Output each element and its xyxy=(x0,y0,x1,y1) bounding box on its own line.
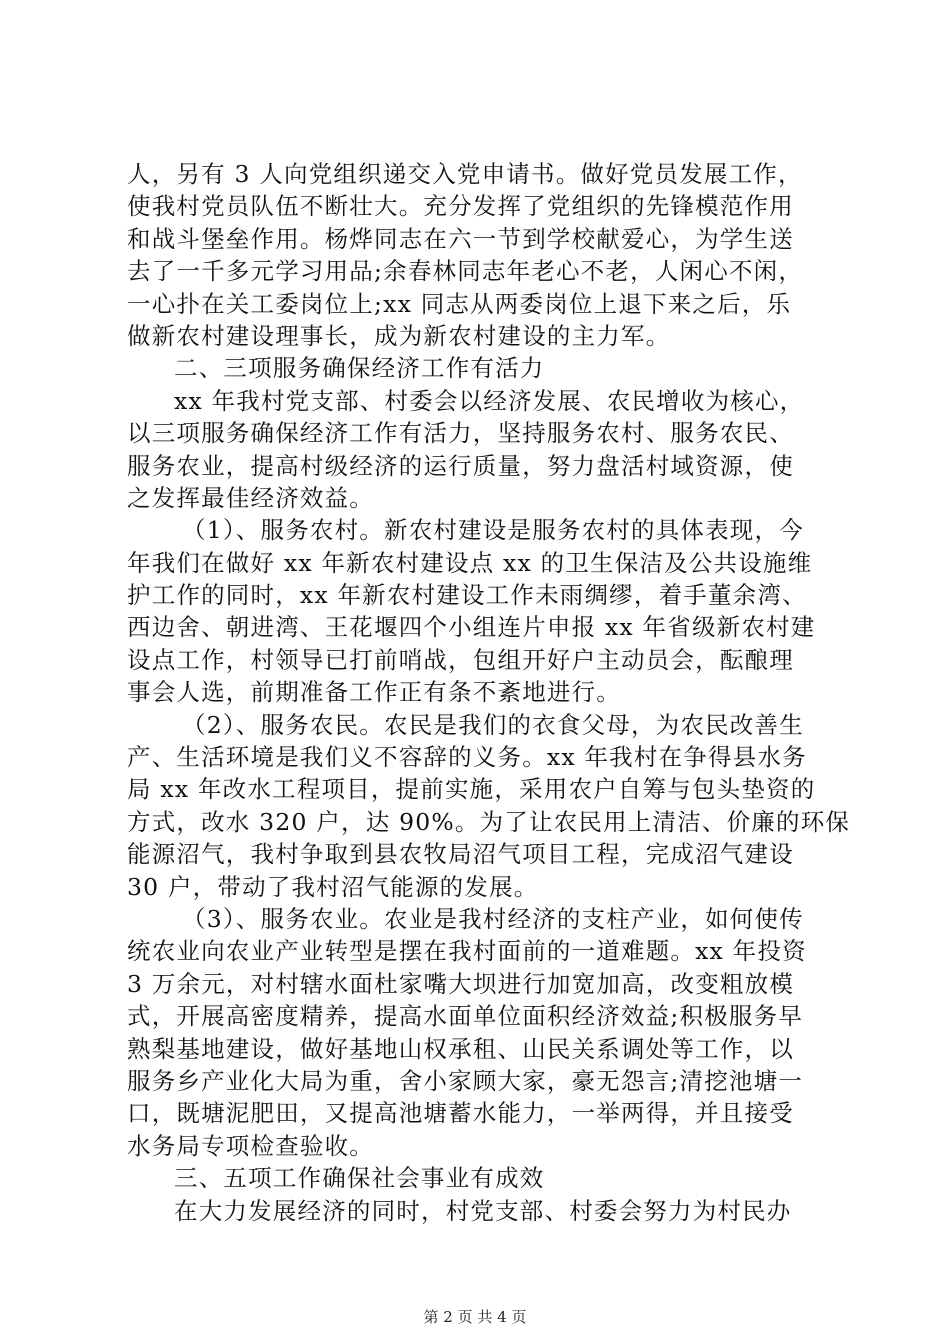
text-line: 能源沼气，我村争取到县农牧局沼气项目工程，完成沼气建设 xyxy=(127,840,794,869)
text-line: 以三项服务确保经济工作有活力，坚持服务农村、服务农民、 xyxy=(127,419,794,448)
text-line: 做新农村建设理事长，成为新农村建设的主力军。 xyxy=(127,321,671,350)
text-line: 统农业向农业产业转型是摆在我村面前的一道难题。xx 年投资 xyxy=(127,937,807,966)
section-heading: 三、五项工作确保社会事业有成效 xyxy=(174,1164,545,1193)
page-number-footer: 第 2 页 共 4 页 xyxy=(423,1308,527,1326)
paragraph-first-line: xx 年我村党支部、村委会以经济发展、农民增收为核心， xyxy=(174,386,805,415)
text-line: 式，开展高密度精养，提高水面单位面积经济效益;积极服务早 xyxy=(127,1002,804,1031)
text-line: 30 户，带动了我村沼气能源的发展。 xyxy=(127,872,539,901)
text-line: 水务局专项检查验收。 xyxy=(127,1131,374,1160)
text-line: 方式，改水 320 户，达 90%。为了让农民用上清洁、价廉的环保 xyxy=(127,807,851,836)
text-line: 一心扑在关工委岗位上;xx 同志从两委岗位上退下来之后，乐 xyxy=(127,289,792,318)
text-line: 西边舍、朝进湾、王花堰四个小组连片申报 xx 年省级新农村建 xyxy=(127,613,816,642)
text-line: 事会人选，前期准备工作正有条不紊地进行。 xyxy=(127,678,621,707)
paragraph-first-line: （2）、服务农民。农民是我们的衣食父母，为农民改善生 xyxy=(182,710,804,739)
text-line: 年我们在做好 xx 年新农村建设点 xx 的卫生保洁及公共设施维 xyxy=(127,548,813,577)
text-line: 去了一千多元学习用品;余春林同志年老心不老，人闲心不闲， xyxy=(127,257,804,286)
document-body xyxy=(127,158,851,1227)
text-line: 熟梨基地建设，做好基地山权承租、山民关系调处等工作，以 xyxy=(127,1034,794,1063)
text-line: 人，另有 3 人向党组织递交入党申请书。做好党员发展工作， xyxy=(127,160,803,188)
text-line: 3 万余元，对村辖水面杜家嘴大坝进行加宽加高，改变粗放模 xyxy=(127,969,795,998)
text-line: 使我村党员队伍不断壮大。充分发挥了党组织的先锋模范作用 xyxy=(127,192,794,221)
text-line: 之发挥最佳经济效益。 xyxy=(127,483,374,512)
text-line: 服务乡产业化大局为重，舍小家顾大家，豪无怨言;清挖池塘一 xyxy=(127,1066,804,1095)
text-line: 护工作的同时，xx 年新农村建设工作未雨绸缪，着手董余湾、 xyxy=(127,581,807,610)
text-line: 服务农业，提高村级经济的运行质量，努力盘活村域资源，使 xyxy=(127,451,794,480)
section-heading: 二、三项服务确保经济工作有活力 xyxy=(174,354,545,383)
text-line: 局 xx 年改水工程项目，提前实施，采用农户自筹与包头垫资的 xyxy=(127,775,816,804)
paragraph-first-line: 在大力发展经济的同时，村党支部、村委会努力为村民办 xyxy=(174,1196,792,1225)
text-line: 口，既塘泥肥田，又提高池塘蓄水能力，一举两得，并且接受 xyxy=(127,1099,794,1128)
text-line: 设点工作，村领导已打前哨战，包组开好户主动员会，酝酿理 xyxy=(127,645,794,674)
paragraph-first-line: （3）、服务农业。农业是我村经济的支柱产业，如何使传 xyxy=(182,904,804,933)
paragraph-first-line: （1）、服务农村。新农村建设是服务农村的具体表现，今 xyxy=(182,516,804,545)
text-line: 产、生活环境是我们义不容辞的义务。xx 年我村在争得县水务 xyxy=(127,743,807,772)
text-line: 和战斗堡垒作用。杨烨同志在六一节到学校献爱心，为学生送 xyxy=(127,224,794,253)
